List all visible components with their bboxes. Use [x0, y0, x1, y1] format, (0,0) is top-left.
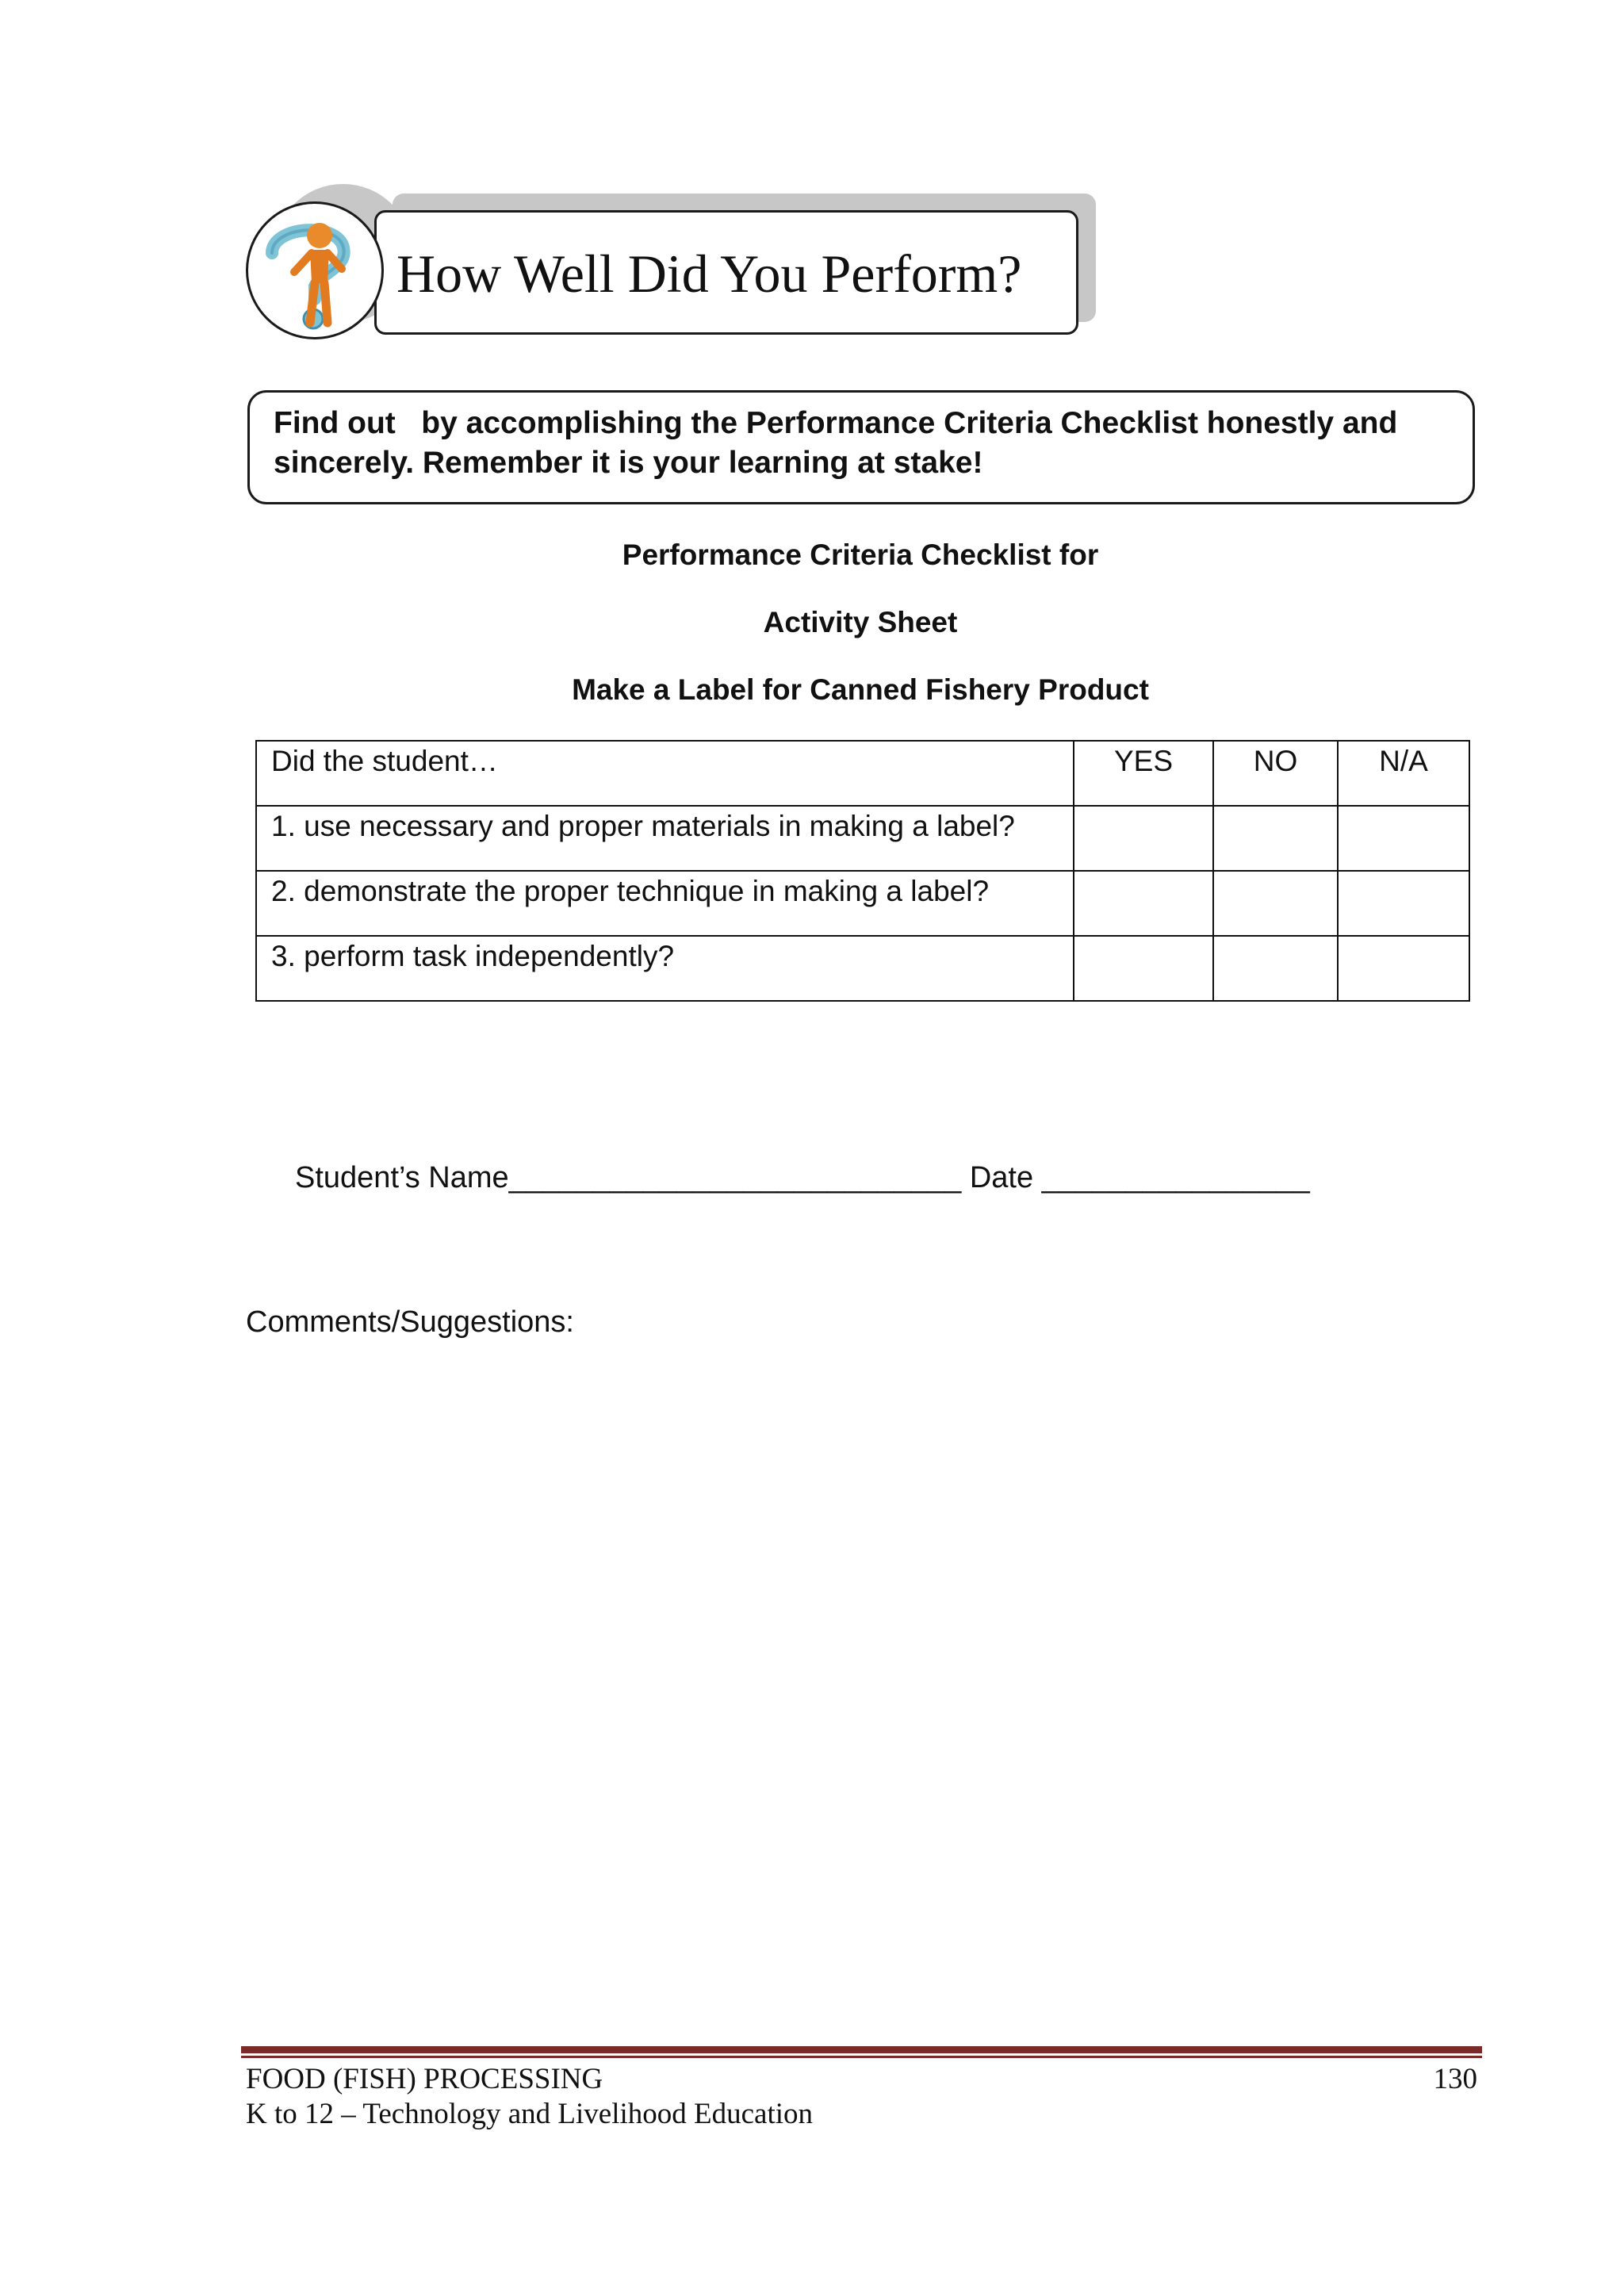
page-number: 130 — [1433, 2063, 1477, 2095]
yes-checkbox-cell[interactable] — [1074, 871, 1213, 936]
table-row — [256, 936, 1469, 1001]
table-row — [256, 871, 1469, 936]
table-row — [256, 806, 1469, 871]
no-checkbox-cell[interactable] — [1213, 936, 1338, 1001]
page-title: How Well Did You Perform? — [396, 243, 1022, 304]
column-header-yes: YES — [1074, 741, 1213, 806]
na-checkbox-cell[interactable] — [1338, 936, 1469, 1001]
na-checkbox-cell[interactable] — [1338, 806, 1469, 871]
yes-checkbox-cell[interactable] — [1074, 936, 1213, 1001]
footer-course: K to 12 – Technology and Livelihood Education — [246, 2098, 814, 2130]
column-header-question: Did the student… — [256, 741, 1074, 806]
checklist-table — [255, 740, 1470, 1002]
student-name-date-field[interactable]: Student’s Name___________________________ Date ________________ — [295, 1161, 1310, 1194]
checklist-heading: Performance Criteria Checklist for — [622, 539, 1099, 571]
footer-rule — [241, 2046, 1482, 2053]
criteria-cell: 1. use necessary and proper materials in making a label? — [256, 806, 1074, 871]
instruction-box — [247, 390, 1475, 504]
no-checkbox-cell[interactable] — [1213, 806, 1338, 871]
criteria-cell: 3. perform task independently? — [256, 936, 1074, 1001]
criteria-cell: 2. demonstrate the proper technique in making a label? — [256, 871, 1074, 936]
footer-rule-thin — [241, 2056, 1482, 2058]
no-checkbox-cell[interactable] — [1213, 871, 1338, 936]
activity-sheet-heading: Activity Sheet — [763, 606, 958, 638]
activity-title-heading: Make a Label for Canned Fishery Product — [572, 673, 1149, 706]
column-header-no: NO — [1213, 741, 1338, 806]
footer-subject: FOOD (FISH) PROCESSING — [246, 2063, 603, 2095]
instruction-text: Find out by accomplishing the Performance Criteria Checklist honestly and sincerely. Remember it is your learning at stake! — [274, 406, 1407, 480]
column-header-na: N/A — [1338, 741, 1469, 806]
table-header-row — [256, 741, 1469, 806]
na-checkbox-cell[interactable] — [1338, 871, 1469, 936]
comments-label: Comments/Suggestions: — [246, 1305, 574, 1339]
yes-checkbox-cell[interactable] — [1074, 806, 1213, 871]
question-mark-figure-icon — [246, 201, 384, 339]
